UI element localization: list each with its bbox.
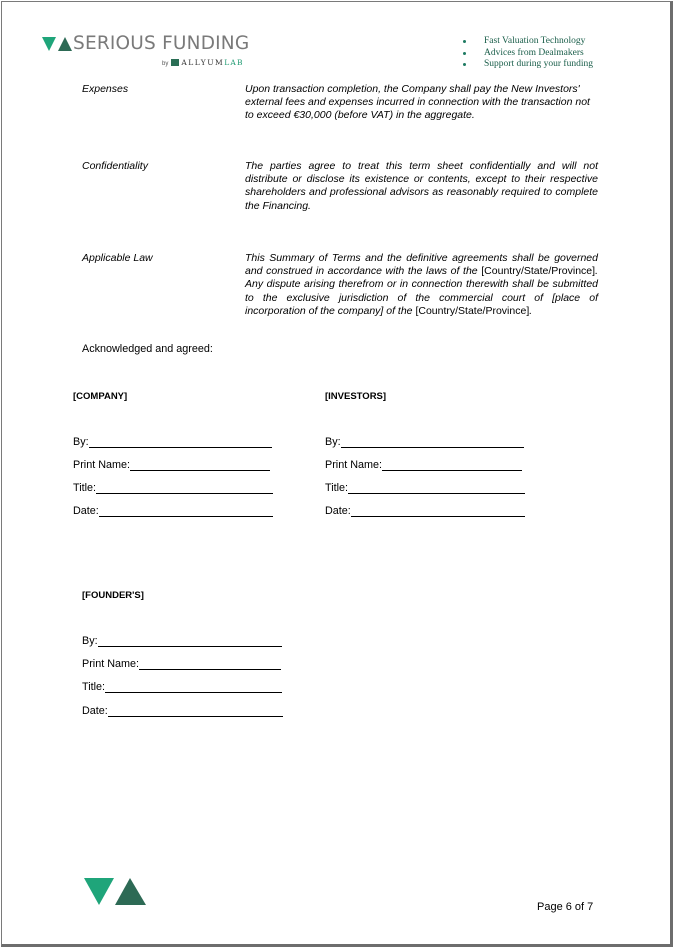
brand-by: by <box>162 61 169 67</box>
founders-title-field[interactable] <box>82 679 282 693</box>
page-number: Page 6 of 7 <box>537 901 594 913</box>
term-label-confidentiality: Confidentiality <box>82 160 148 172</box>
document-page <box>1 1 673 947</box>
bullet-item: Support during your funding <box>463 59 593 71</box>
founders-by-field[interactable] <box>82 633 282 647</box>
company-by-field[interactable] <box>73 434 272 448</box>
signature-blank[interactable] <box>89 437 272 448</box>
signature-blank[interactable] <box>348 483 525 494</box>
company-title-field[interactable] <box>73 480 273 494</box>
investors-date-field[interactable] <box>325 503 525 517</box>
footer-logo-icon <box>84 877 146 906</box>
term-label-expenses: Expenses <box>82 83 129 95</box>
law-placeholder: [Country/State/Province] <box>415 304 530 317</box>
field-label: Date: <box>73 505 99 517</box>
company-heading: [COMPANY] <box>73 391 128 402</box>
bullet-item: Advices from Dealmakers <box>463 48 593 60</box>
field-label: Title: <box>73 482 96 494</box>
header-bullets <box>463 36 593 71</box>
field-label: By: <box>73 436 89 448</box>
company-print-name-field[interactable] <box>73 457 270 471</box>
field-label: Title: <box>325 482 348 494</box>
investors-by-field[interactable] <box>325 434 524 448</box>
term-label-applicable-law: Applicable Law <box>82 252 153 264</box>
allyumlab-icon <box>171 59 179 66</box>
signature-blank[interactable] <box>96 483 273 494</box>
field-label: Date: <box>82 705 108 717</box>
brand-lab: LAB <box>224 58 244 67</box>
signature-blank[interactable] <box>130 460 270 471</box>
investors-print-name-field[interactable] <box>325 457 522 471</box>
term-text-confidentiality: The parties agree to treat this term sheet confidentially and will not distribute or disclose its existence or contents, except to their respective shareholders and professional advisors as reasonably required to complete the Financing. <box>245 160 598 212</box>
field-label: Title: <box>82 681 105 693</box>
signature-blank[interactable] <box>99 506 273 517</box>
brand-name: SERIOUS FUNDING <box>73 33 250 54</box>
field-label: Print Name: <box>82 658 139 670</box>
signature-blank[interactable] <box>351 506 525 517</box>
term-text-expenses: Upon transaction completion, the Company shall pay the New Investors' external fees and expenses incurred in connection with the transaction not to exceed €30,000 (before VAT) in the aggregate. <box>245 83 590 122</box>
company-date-field[interactable] <box>73 503 273 517</box>
signature-blank[interactable] <box>105 682 282 693</box>
serious-funding-logo <box>42 34 272 74</box>
signature-blank[interactable] <box>139 659 281 670</box>
field-label: Print Name: <box>73 459 130 471</box>
field-label: Date: <box>325 505 351 517</box>
investors-title-field[interactable] <box>325 480 525 494</box>
law-text-part: This Summary of Terms and the definitive agreements shall be governed and construed in accordance with the laws of the <box>245 252 598 278</box>
field-label: By: <box>82 635 98 647</box>
bullet-item: Fast Valuation Technology <box>463 36 593 48</box>
signature-blank[interactable] <box>98 636 282 647</box>
founders-date-field[interactable] <box>82 703 283 717</box>
brand-subtitle <box>162 58 244 67</box>
law-text-part: . Any dispute arising therefrom or in connection therewith shall be submitted to the exclusive jurisdiction of the commercial court of [place of incorporation of the company] of the <box>245 265 598 317</box>
brand-allyum: ALLYUM <box>181 58 225 67</box>
term-text-applicable-law <box>245 252 598 318</box>
investors-heading: [INVESTORS] <box>325 391 387 402</box>
field-label: By: <box>325 436 341 448</box>
signature-blank[interactable] <box>108 706 283 717</box>
signature-blank[interactable] <box>341 437 524 448</box>
law-placeholder: [Country/State/Province] <box>481 265 596 278</box>
founders-heading: [FOUNDER'S] <box>82 590 144 601</box>
acknowledgement-text: Acknowledged and agreed: <box>82 343 213 355</box>
law-text-part: . <box>529 304 533 317</box>
field-label: Print Name: <box>325 459 382 471</box>
logo-triangles-icon <box>42 36 72 52</box>
signature-blank[interactable] <box>382 460 522 471</box>
founders-print-name-field[interactable] <box>82 656 281 670</box>
